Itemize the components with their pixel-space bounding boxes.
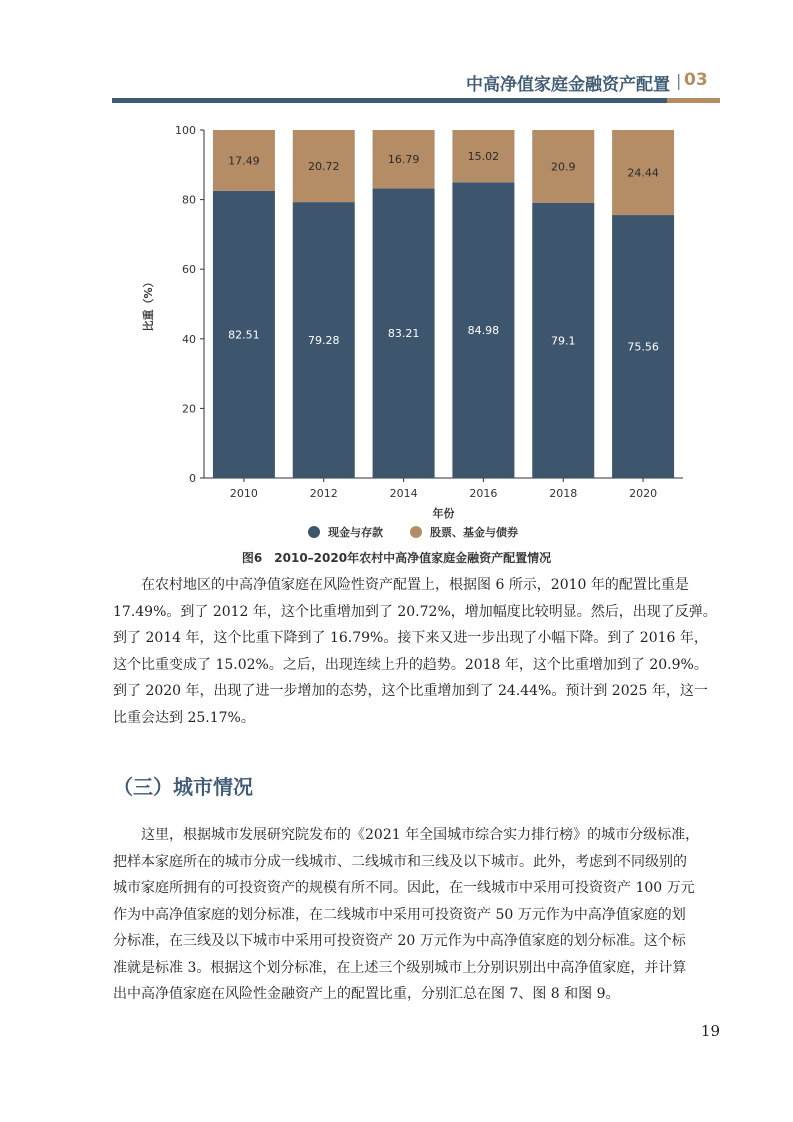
paragraph-line: 17.49%。到了 2012 年，这个比重增加到了 20.72%，增加幅度比较明显。然后，出现了反弹。 — [113, 603, 717, 620]
bar-value-label: 24.44 — [627, 166, 659, 180]
running-header-title: 中高净值家庭金融资产配置 — [466, 75, 670, 95]
bar-value-label: 20.9 — [551, 160, 576, 174]
page-number: 19 — [700, 1022, 720, 1040]
y-tick-label: 20 — [182, 402, 196, 416]
x-tick-label: 2020 — [629, 487, 658, 500]
x-tick-label: 2016 — [469, 487, 498, 500]
chapter-number: 03 — [684, 70, 708, 90]
paragraph-line: 城市家庭所拥有的可投资资产的规模有所不同。因此，在一线城市中采用可投资资产 100 万元 — [113, 880, 695, 896]
paragraph-line: 分标准，在三线及以下城市中采用可投资资产 20 万元作为中高净值家庭的划分标准。这个标 — [113, 933, 686, 949]
bar-value-label: 84.98 — [467, 324, 500, 338]
legend-label: 现金与存款 — [328, 526, 383, 539]
bar-value-label: 75.56 — [627, 340, 659, 354]
section-heading: （三）城市情况 — [113, 775, 253, 799]
paragraph-line: 在农村地区的中高净值家庭在风险性资产配置上，根据图 6 所示，2010 年的配置比重是 — [141, 577, 689, 593]
running-header-separator: | — [676, 71, 682, 90]
legend-label: 股票、基金与债券 — [430, 526, 518, 539]
paragraph-line: 出中高净值家庭在风险性金融资产上的配置比重，分别汇总在图 7、图 8 和图 9。 — [113, 986, 620, 1002]
figure-caption: 图6 2010–2020年农村中高净值家庭金融资产配置情况 — [241, 551, 552, 565]
bar-value-label: 15.02 — [467, 150, 500, 164]
paragraph-line: 到了 2014 年，这个比重下降到了 16.79%。接下来又进一步出现了小幅下降。到了 2016 年， — [113, 630, 708, 646]
paragraph-line: 作为中高净值家庭的划分标准，在二线城市中采用可投资资产 50 万元作为中高净值家庭的划 — [113, 906, 686, 923]
bar-value-label: 79.1 — [551, 334, 576, 348]
y-tick-label: 80 — [182, 193, 196, 207]
paragraph-2 — [113, 822, 720, 1008]
legend-marker — [410, 526, 422, 538]
bar-value-label: 79.28 — [308, 334, 340, 348]
x-tick-label: 2018 — [549, 487, 578, 500]
bar-value-label: 82.51 — [228, 328, 260, 342]
y-tick-label: 40 — [182, 332, 196, 346]
y-tick-label: 0 — [189, 472, 196, 485]
y-tick-label: 60 — [182, 263, 196, 277]
x-axis-title: 年份 — [432, 507, 455, 520]
x-tick-label: 2010 — [229, 487, 258, 500]
paragraph-line: 比重会达到 25.17%。 — [113, 709, 255, 726]
paragraph-line: 这个比重变成了 15.02%。之后，出现连续上升的趋势。2018 年，这个比重增加到了 20.9%。 — [113, 656, 708, 673]
x-tick-label: 2012 — [309, 487, 338, 500]
paragraph-line: 到了 2020 年，出现了进一步增加的态势，这个比重增加到了 24.44%。预计到 2025 年，这一 — [113, 683, 708, 699]
legend-marker — [308, 526, 320, 538]
bar-value-label: 17.49 — [228, 154, 260, 168]
y-axis-title: 比重（%） — [142, 276, 155, 332]
stacked-bar-chart — [0, 0, 793, 545]
bar-value-label: 20.72 — [308, 160, 340, 174]
paragraph-1 — [113, 572, 720, 731]
paragraph-line: 这里，根据城市发展研究院发布的《2021 年全国城市综合实力排行榜》的城市分级标准， — [141, 827, 700, 843]
paragraph-line: 准就是标准 3。根据这个划分标准，在上述三个级别城市上分别识别出中高净值家庭，并计算 — [113, 959, 687, 976]
x-tick-label: 2014 — [389, 487, 418, 500]
paragraph-line: 把样本家庭所在的城市分成一线城市、二线城市和三线及以下城市。此外，考虑到不同级别的 — [113, 853, 687, 870]
bar-value-label: 83.21 — [387, 327, 420, 341]
bar-value-label: 16.79 — [387, 153, 420, 167]
y-tick-label: 100 — [175, 124, 196, 137]
